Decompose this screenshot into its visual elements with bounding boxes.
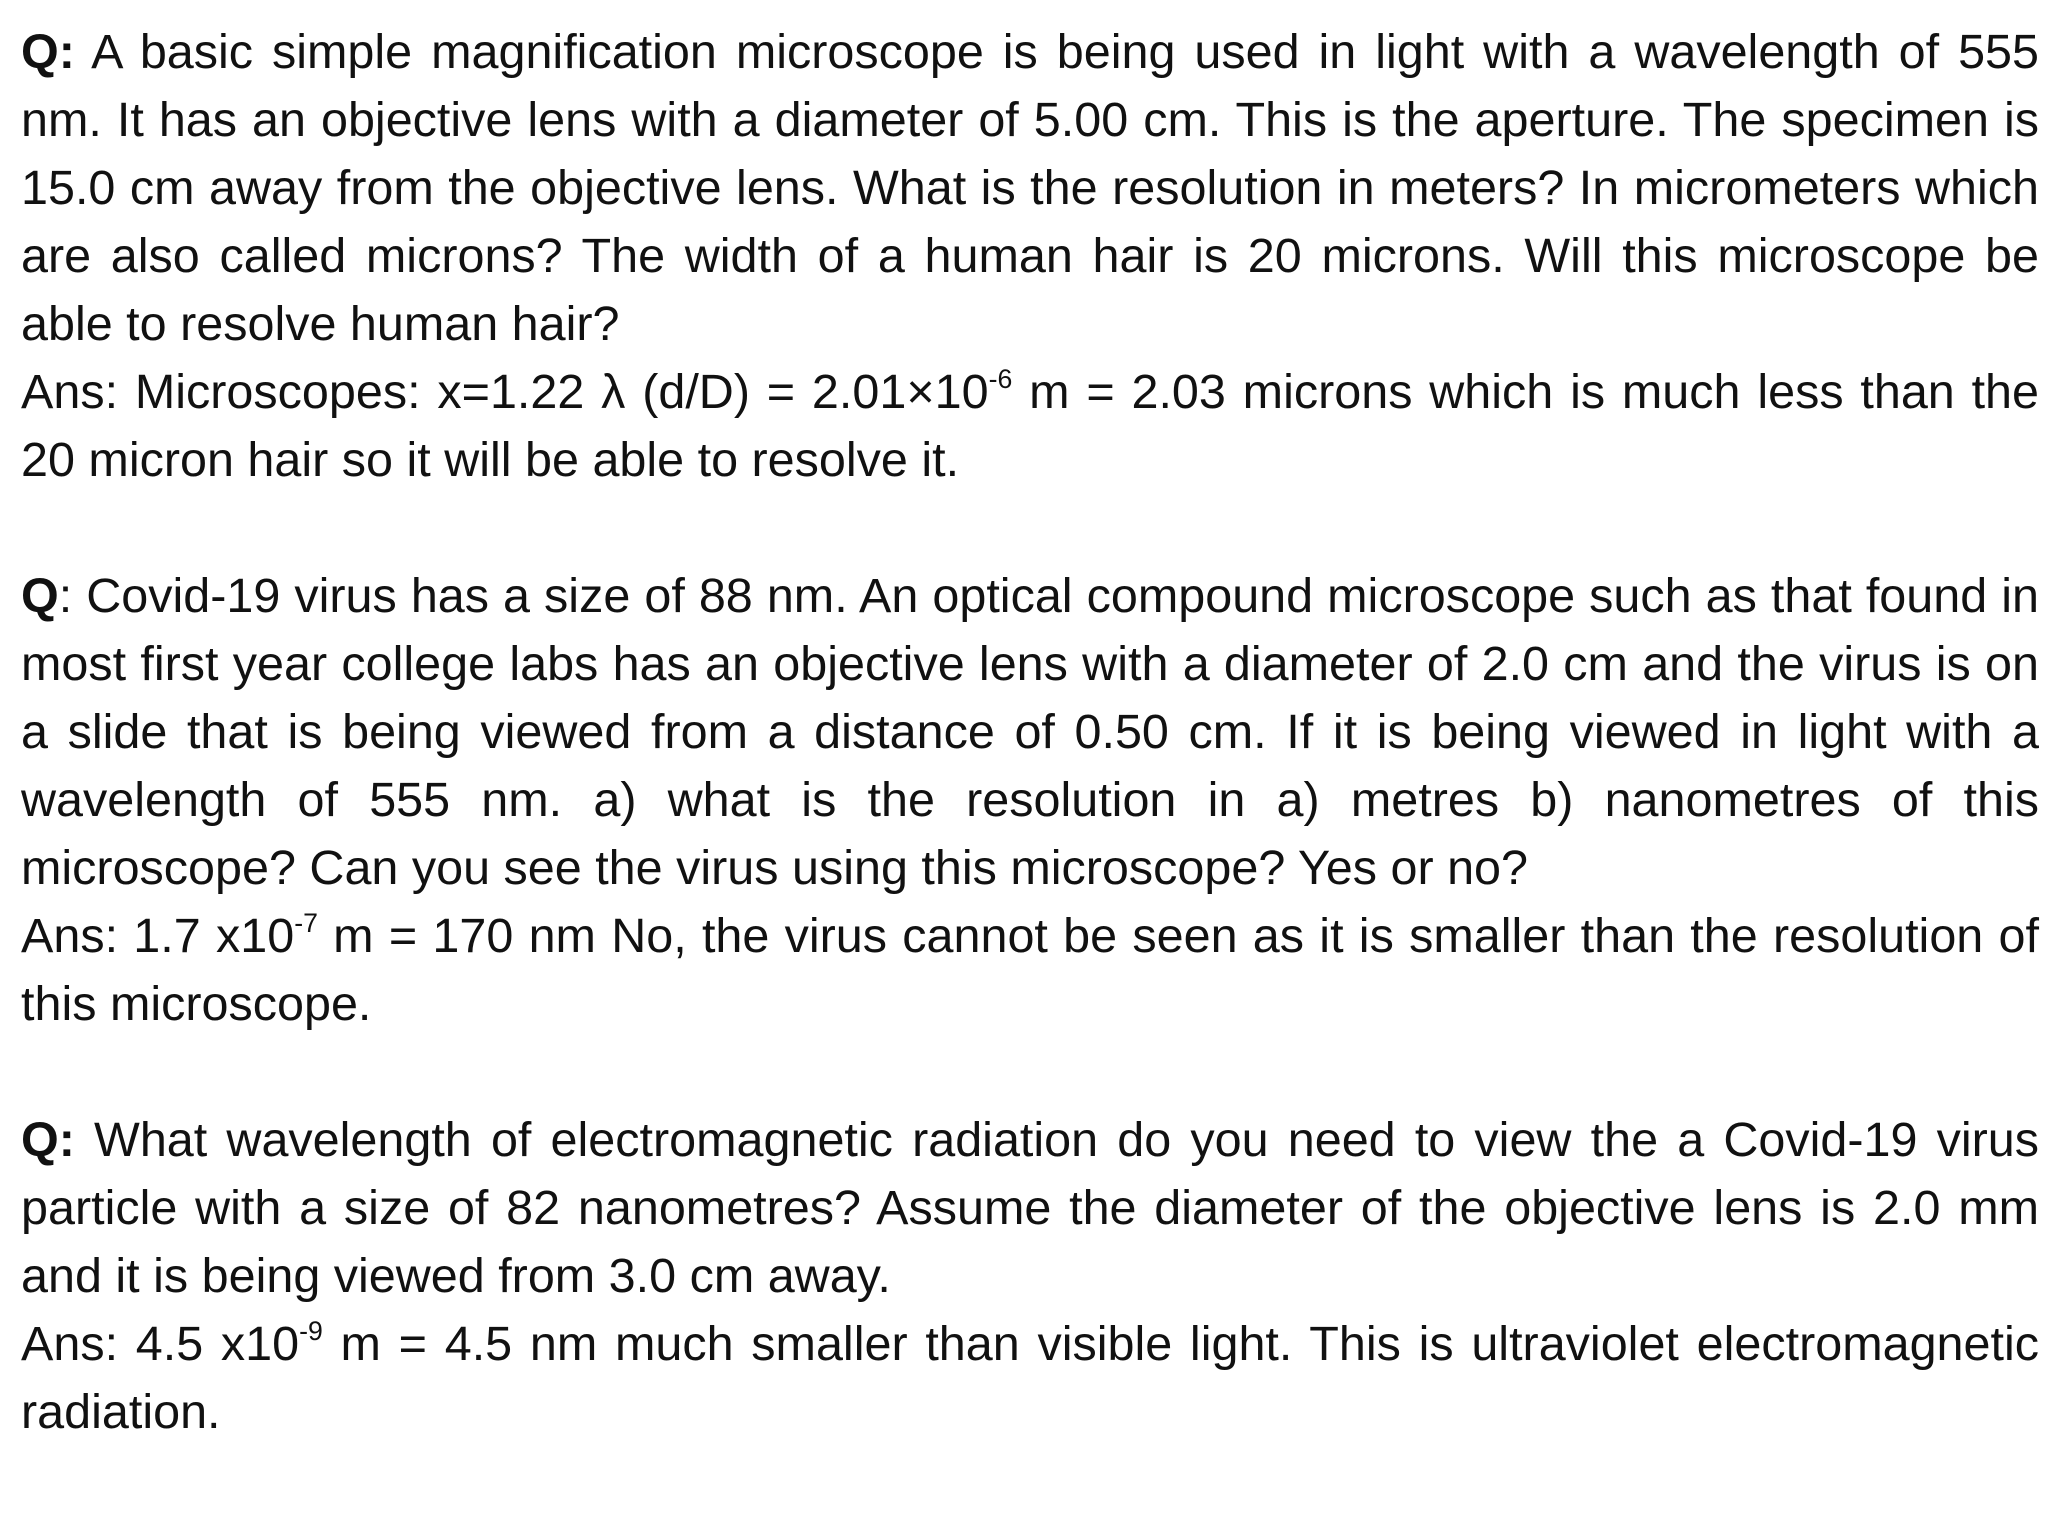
qa-block-2 (21, 562, 2039, 1038)
question-paragraph (21, 18, 2039, 358)
answer-paragraph (21, 1310, 2039, 1446)
answer-text-continued: m = 4.5 nm much smaller than visible light. This is ultraviolet electromagnetic radiation. (21, 1317, 2039, 1439)
document-page (21, 18, 2039, 1446)
question-paragraph (21, 1106, 2039, 1310)
answer-text: Ans: 4.5 x10 (21, 1317, 300, 1371)
answer-text-continued: m = 2.03 microns which is much less than the 20 micron hair so it will be able to resolve it. (21, 365, 2040, 487)
question-text: What wavelength of electromagnetic radiation do you need to view the a Covid-19 virus particle with a size of 82 nanometres? Assume the diameter of the objective lens is 2.0 mm and it is being viewed from 3.0 cm away. (21, 1113, 2039, 1303)
question-text: : Covid-19 virus has a size of 88 nm. An optical compound microscope such as that found in most first year college labs has an objective lens with a diameter of 2.0 cm and the virus is on a slide that is being viewed from a distance of 0.50 cm. If it is being viewed in light with a wavelength of 555 nm. a) what is the resolution in a) metres b) nanometres of this microscope? Can you see the virus using this microscope? Yes or no? (21, 569, 2039, 895)
answer-paragraph (21, 358, 2039, 494)
answer-paragraph (21, 902, 2039, 1038)
question-label: Q: (21, 25, 75, 79)
answer-text: Ans: Microscopes: x=1.22 λ (d/D) = 2.01×10 (21, 365, 989, 419)
question-text: A basic simple magnification microscope is being used in light with a wavelength of 555 nm. It has an objective lens with a diameter of 5.00 cm. This is the aperture. The specimen is 15.0 cm away from the objective lens. What is the resolution in meters? In micrometers which are also called microns? The width of a human hair is 20 microns. Will this microscope be able to resolve human hair? (21, 25, 2039, 351)
answer-text-continued: m = 170 nm No, the virus cannot be seen as it is smaller than the resolution of this microscope. (21, 909, 2039, 1031)
answer-exponent: -9 (299, 1316, 323, 1346)
qa-block-3 (21, 1106, 2039, 1446)
question-label: Q (21, 569, 59, 623)
qa-block-1 (21, 18, 2039, 494)
answer-text: Ans: 1.7 x10 (21, 909, 295, 963)
answer-exponent: -6 (988, 364, 1013, 394)
answer-exponent: -7 (294, 908, 318, 938)
question-label: Q: (21, 1113, 75, 1167)
question-paragraph (21, 562, 2039, 902)
